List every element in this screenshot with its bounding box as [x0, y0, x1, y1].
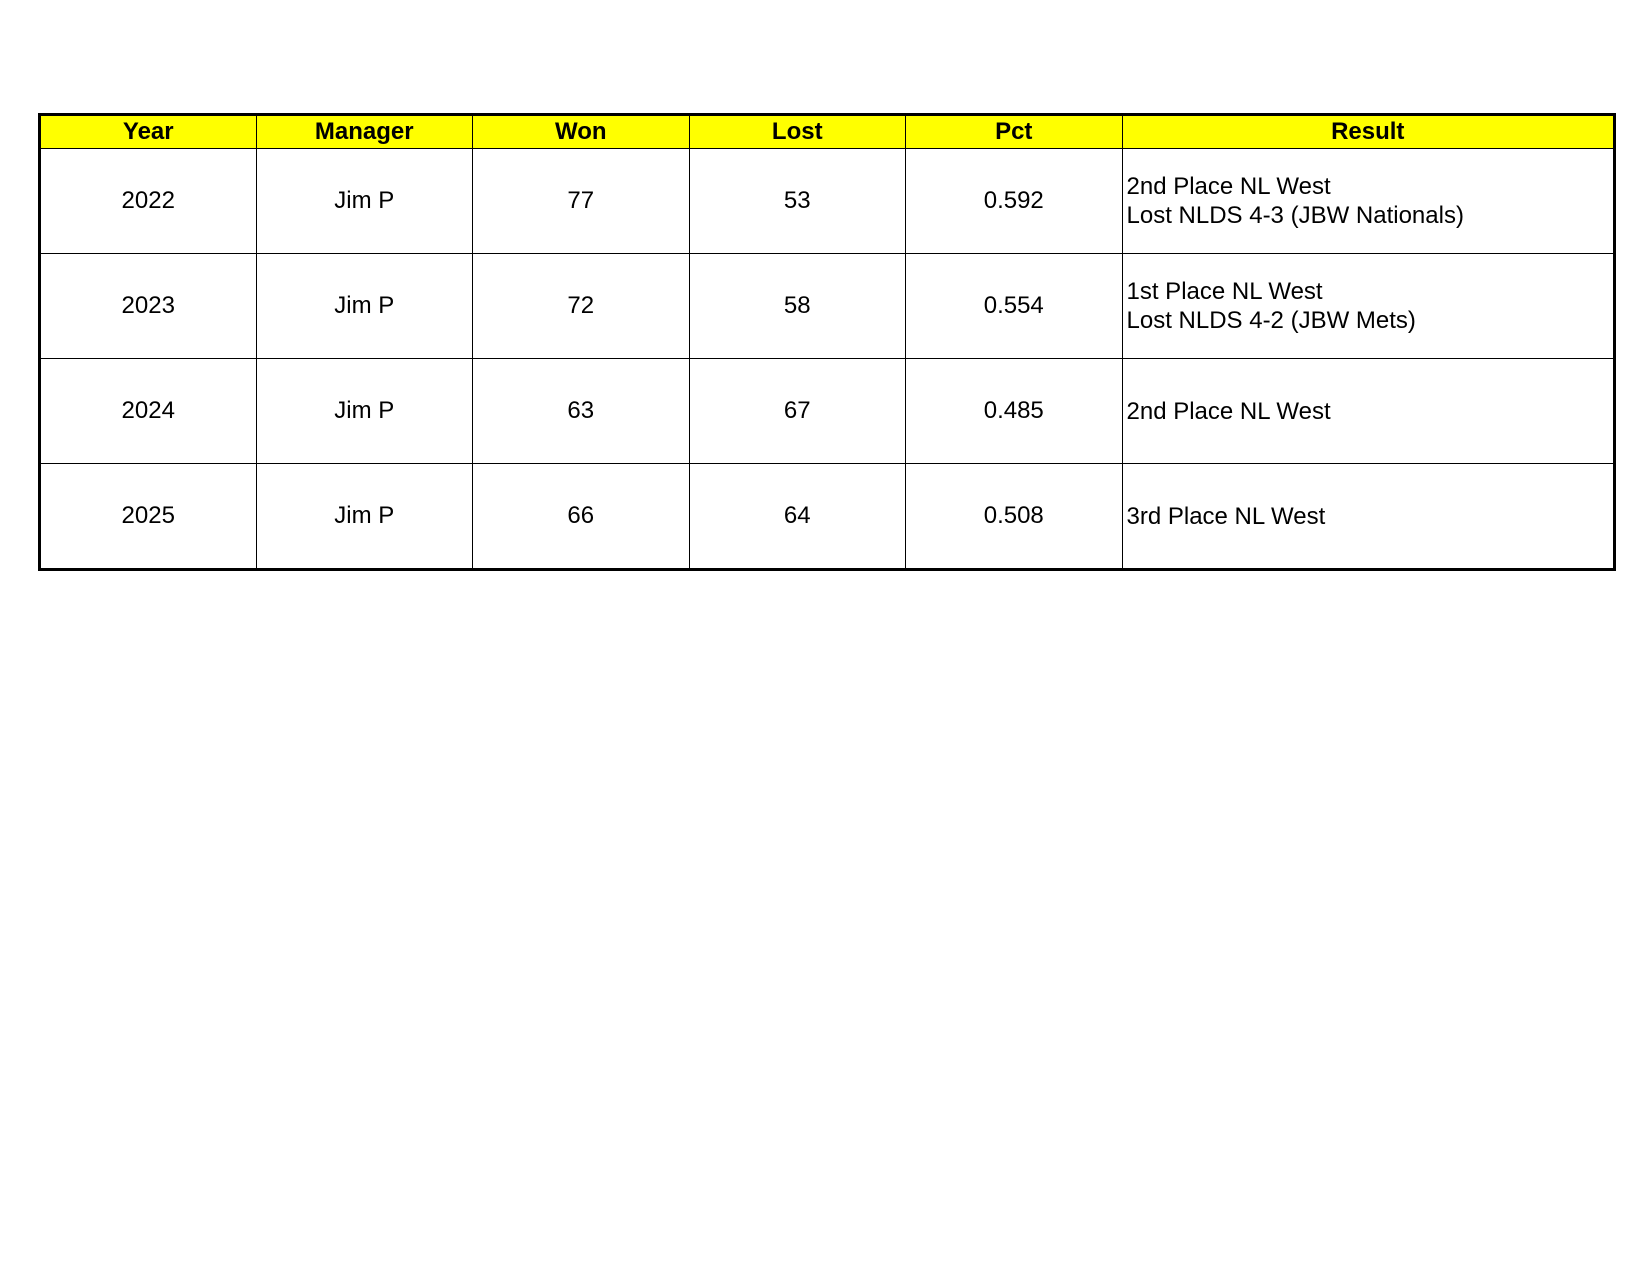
result-line: 3rd Place NL West [1126, 502, 1326, 530]
result-line: Lost NLDS 4-3 (JBW Nationals) [1126, 202, 1464, 229]
won-cell: 66 [473, 464, 690, 570]
table-row [40, 464, 1615, 570]
table-row [40, 149, 1615, 254]
year-cell: 2023 [40, 254, 257, 359]
result-cell [1122, 464, 1615, 570]
result-line: 1st Place NL West [1126, 278, 1323, 305]
header-lost: Lost [689, 115, 906, 149]
header-result: Result [1122, 115, 1615, 149]
manager-cell: Jim P [256, 254, 473, 359]
result-line: 2nd Place NL West [1126, 173, 1331, 200]
year-cell: 2025 [40, 464, 257, 570]
manager-cell: Jim P [256, 149, 473, 254]
pct-cell: 0.485 [906, 359, 1123, 464]
result-cell [1122, 359, 1615, 464]
pct-cell: 0.508 [906, 464, 1123, 570]
header-row [40, 115, 1615, 149]
pct-cell: 0.592 [906, 149, 1123, 254]
header-pct: Pct [906, 115, 1123, 149]
result-line: 2nd Place NL West [1126, 397, 1331, 425]
won-cell: 77 [473, 149, 690, 254]
result-line: Lost NLDS 4-2 (JBW Mets) [1126, 307, 1416, 334]
lost-cell: 67 [689, 359, 906, 464]
table-row [40, 254, 1615, 359]
season-record-table [38, 113, 1616, 571]
header-won: Won [473, 115, 690, 149]
lost-cell: 58 [689, 254, 906, 359]
year-cell: 2024 [40, 359, 257, 464]
lost-cell: 64 [689, 464, 906, 570]
header-manager: Manager [256, 115, 473, 149]
header-year: Year [40, 115, 257, 149]
year-cell: 2022 [40, 149, 257, 254]
result-cell [1122, 254, 1615, 359]
lost-cell: 53 [689, 149, 906, 254]
table-row [40, 359, 1615, 464]
pct-cell: 0.554 [906, 254, 1123, 359]
manager-cell: Jim P [256, 464, 473, 570]
won-cell: 63 [473, 359, 690, 464]
won-cell: 72 [473, 254, 690, 359]
result-cell [1122, 149, 1615, 254]
manager-cell: Jim P [256, 359, 473, 464]
